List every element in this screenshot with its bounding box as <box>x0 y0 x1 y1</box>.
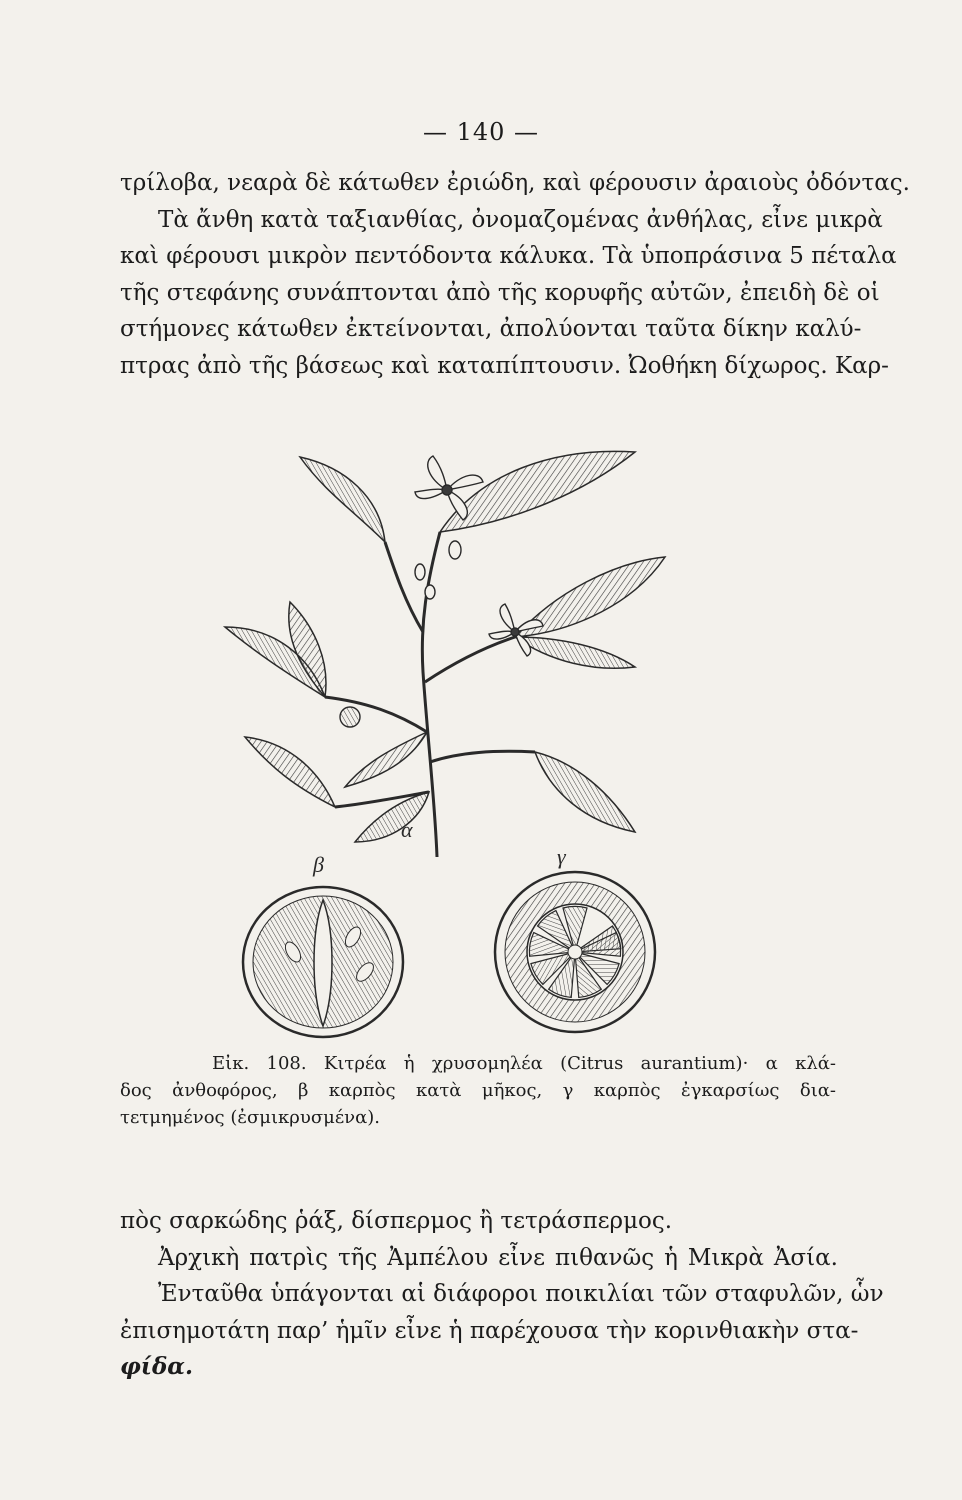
bottom-paragraph <box>120 1203 884 1386</box>
figure-caption <box>120 1050 836 1131</box>
text-line: Ἐνταῦθα ὑπάγονται αἱ διάφοροι ποικιλίαι τῶν σταφυλῶν, ὧν <box>158 1281 884 1307</box>
text-line: στήμονες κάτωθεν ἐκτείνονται, ἀπολύονται ταῦτα δίκην καλύ- <box>120 316 862 342</box>
caption-line: δος ἀνθοφόρος, β καρπὸς κατὰ μῆκος, γ καρπὸς ἐγκαρσίως δια- <box>120 1080 836 1101</box>
caption-line: τετμημένος (ἐσμικρυσμένα). <box>120 1107 380 1128</box>
fruit-longitudinal-section <box>243 887 403 1037</box>
fruit-cross-section <box>495 872 655 1032</box>
citrus-illustration <box>215 432 685 1042</box>
text-line: πτρας ἀπὸ τῆς βάσεως καὶ καταπίπτουσιν. Ὠοθήκη δίχωρος. Καρ- <box>120 352 889 379</box>
leaves <box>225 451 665 842</box>
top-paragraph <box>120 165 910 384</box>
citrus-engraving <box>215 432 685 1042</box>
text-line: καὶ φέρουσι μικρὸν πεντόδοντα κάλυκα. Τὰ ὑποπράσινα 5 πέταλα <box>120 243 897 269</box>
text-line: τρίλοβα, νεαρὰ δὲ κάτωθεν ἐριώδη, καὶ φέρουσιν ἀραιοὺς ὀδόντας. <box>120 170 910 196</box>
branch <box>325 532 535 857</box>
figure-label-a: α <box>401 817 413 842</box>
text-line: τῆς στεφάνης συνάπτονται ἀπὸ τῆς κορυφῆς αὐτῶν, ἐπειδὴ δὲ οἱ <box>120 279 880 306</box>
text-line: Ἀρχικὴ πατρὶς τῆς Ἀμπέλου εἶνε πιθανῶς ἡ Μικρὰ Ἀσία. <box>158 1244 838 1271</box>
text-line: πὸς σαρκώδης ῥάξ, δίσπερμος ἢ τετράσπερμος. <box>120 1208 673 1234</box>
figure-label-b: β <box>313 852 324 877</box>
text-line: φίδα. <box>120 1353 193 1380</box>
caption-line: Εἰκ. 108. Κιτρέα ἡ χρυσομηλέα (Citrus aurantium)· α κλά- <box>212 1053 836 1074</box>
page-number: — 140 — <box>422 118 540 146</box>
text-line: Τὰ ἄνθη κατὰ ταξιανθίας, ὀνομαζομένας ἀνθήλας, εἶνε μικρὰ <box>158 206 883 233</box>
text-line: ἐπισημοτάτη παρ’ ἡμῖν εἶνε ἡ παρέχουσα τὴν κορινθιακὴν στα- <box>120 1317 859 1344</box>
figure-label-c: γ <box>557 844 566 869</box>
